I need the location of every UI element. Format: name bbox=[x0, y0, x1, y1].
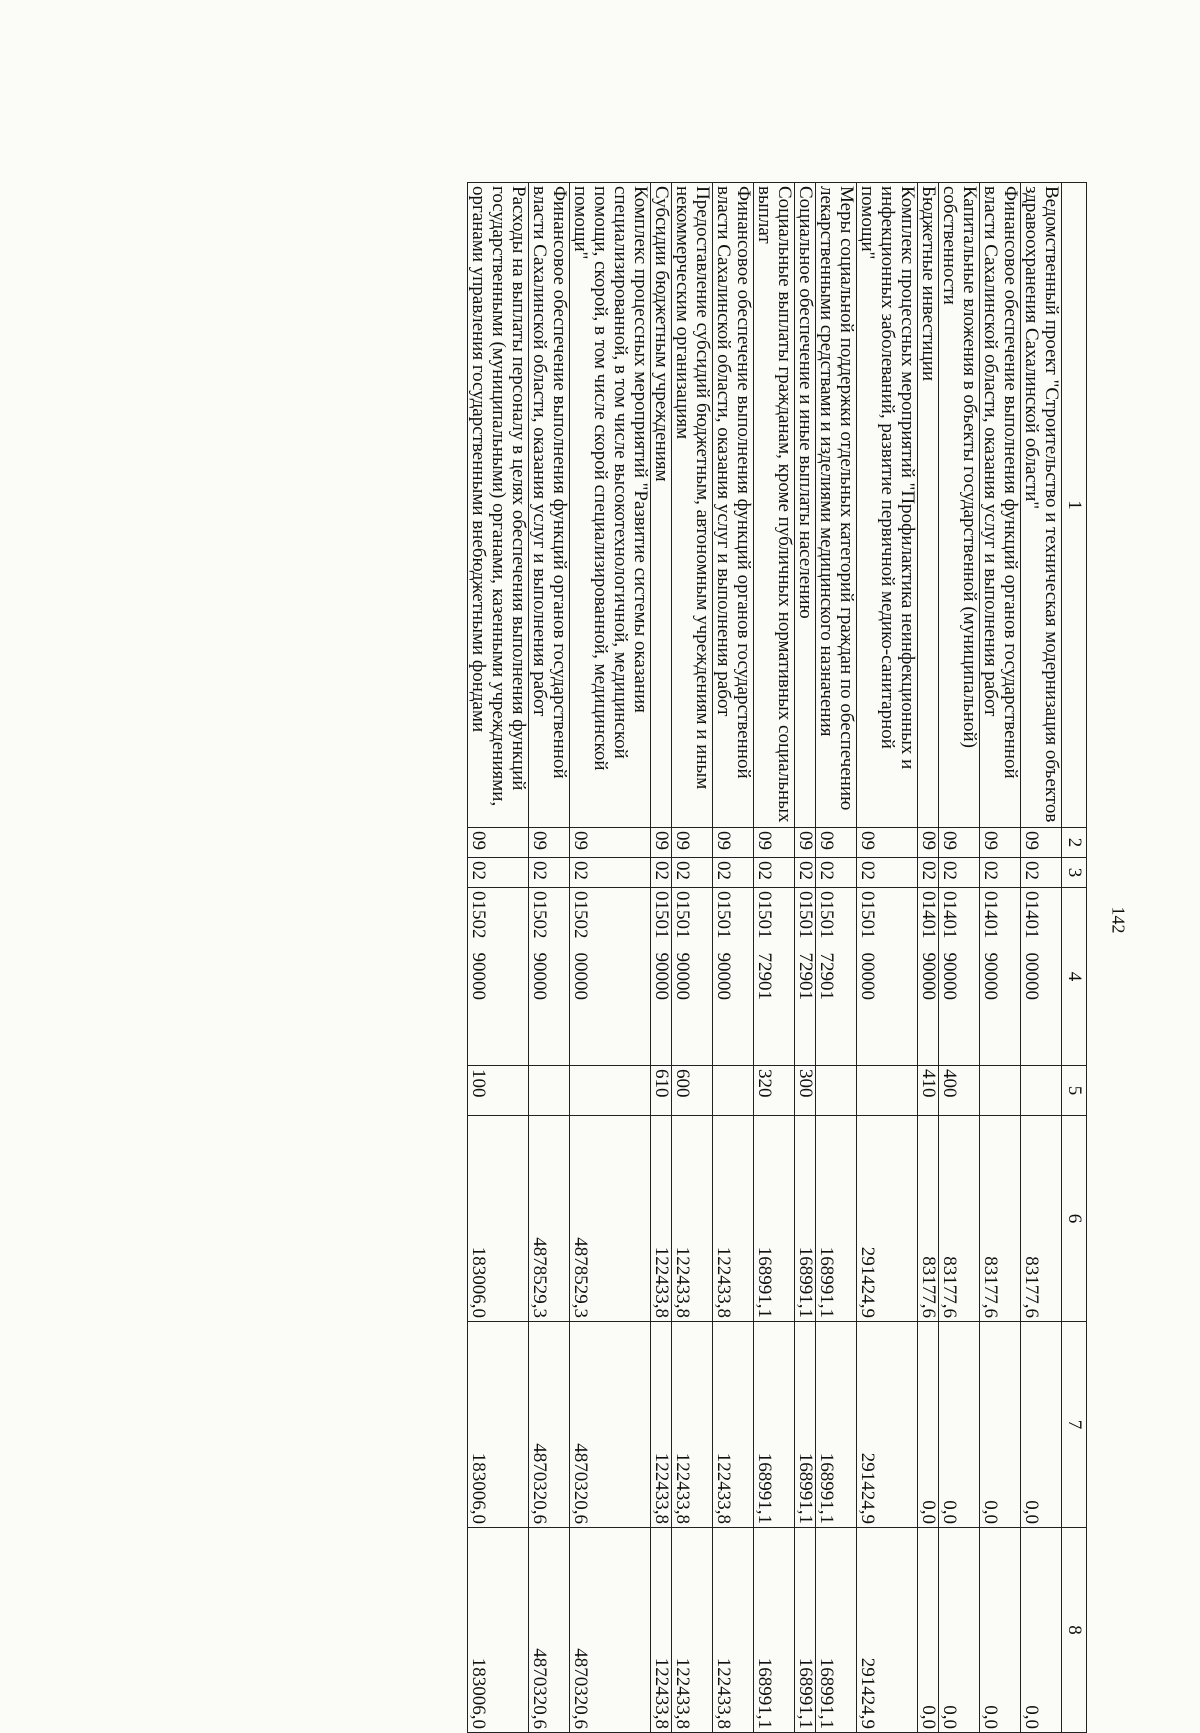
cell-amount-col8: 4870320,6 bbox=[570, 1528, 651, 1733]
cell-amount-col7: 168991,1 bbox=[816, 1322, 857, 1528]
column-header: 1 bbox=[1062, 183, 1087, 828]
column-header: 6 bbox=[1062, 1116, 1087, 1322]
cell-target-article bbox=[713, 888, 754, 1066]
cell-amount-col8: 0,0 bbox=[939, 1528, 980, 1733]
cell-amount-col8: 183006,0 bbox=[468, 1528, 529, 1733]
cell-amount-col7: 122433,8 bbox=[651, 1322, 672, 1528]
cell-section: 02 bbox=[529, 858, 570, 888]
cell-target-article bbox=[980, 888, 1021, 1066]
row-name: Меры социальной поддержки отдельных категорий граждан по обеспечению лекарственными средствами и изделиями медицинского назначения bbox=[816, 183, 857, 828]
table-row bbox=[754, 183, 795, 1733]
cell-section: 02 bbox=[754, 858, 795, 888]
cell-section: 02 bbox=[980, 858, 1021, 888]
budget-table-sheet bbox=[47, 182, 1087, 1732]
cell-target-article bbox=[795, 888, 816, 1066]
cell-amount-col6: 83177,6 bbox=[1021, 1116, 1062, 1322]
header-row bbox=[1062, 183, 1087, 1733]
cell-section: 02 bbox=[795, 858, 816, 888]
row-name: Социальные выплаты гражданам, кроме публичных нормативных социальных выплат bbox=[754, 183, 795, 828]
table-row bbox=[1021, 183, 1062, 1733]
cell-target-article bbox=[529, 888, 570, 1066]
cell-amount-col6: 4878529,3 bbox=[570, 1116, 651, 1322]
cell-expense-type: 600 bbox=[672, 1066, 713, 1116]
row-name: Финансовое обеспечение выполнения функций органов государственной власти Сахалинской области, оказания услуг и выполнения работ bbox=[529, 183, 570, 828]
cell-expense-type: 320 bbox=[754, 1066, 795, 1116]
cell-amount-col6: 122433,8 bbox=[713, 1116, 754, 1322]
table-row bbox=[795, 183, 816, 1733]
table-row bbox=[468, 183, 529, 1733]
column-header: 8 bbox=[1062, 1528, 1087, 1733]
cell-amount-col8: 122433,8 bbox=[713, 1528, 754, 1733]
row-name: Предоставление субсидий бюджетным, автономным учреждениям и иным некоммерческим организациям bbox=[672, 183, 713, 828]
target-article-part1: 01501 bbox=[672, 891, 693, 939]
cell-ministry: 09 bbox=[468, 828, 529, 858]
cell-amount-col7: 122433,8 bbox=[672, 1322, 713, 1528]
target-article-part1: 01501 bbox=[651, 891, 672, 939]
cell-amount-col6: 168991,1 bbox=[795, 1116, 816, 1322]
cell-expense-type: 410 bbox=[918, 1066, 939, 1116]
cell-amount-col6: 4878529,3 bbox=[529, 1116, 570, 1322]
cell-amount-col7: 0,0 bbox=[939, 1322, 980, 1528]
cell-amount-col7: 4870320,6 bbox=[570, 1322, 651, 1528]
table-row bbox=[939, 183, 980, 1733]
cell-amount-col8: 291424,9 bbox=[857, 1528, 918, 1733]
cell-section: 02 bbox=[651, 858, 672, 888]
cell-expense-type bbox=[529, 1066, 570, 1116]
row-name: Ведомственный проект "Строительство и техническая модернизация объектов здравоохранения Сахалинской области" bbox=[1021, 183, 1062, 828]
table-row bbox=[713, 183, 754, 1733]
cell-expense-type bbox=[816, 1066, 857, 1116]
cell-amount-col7: 0,0 bbox=[918, 1322, 939, 1528]
row-name: Комплекс процессных мероприятий "Профилактика неинфекционных и инфекционных заболеваний, развитие первичной медико-санитарной помощи" bbox=[857, 183, 918, 828]
cell-section: 02 bbox=[816, 858, 857, 888]
table-row bbox=[672, 183, 713, 1733]
cell-amount-col7: 4870320,6 bbox=[529, 1322, 570, 1528]
cell-section: 02 bbox=[939, 858, 980, 888]
cell-amount-col8: 122433,8 bbox=[672, 1528, 713, 1733]
cell-expense-type: 610 bbox=[651, 1066, 672, 1116]
cell-section: 02 bbox=[570, 858, 651, 888]
column-header: 7 bbox=[1062, 1322, 1087, 1528]
cell-target-article bbox=[857, 888, 918, 1066]
target-article-part2: 90000 bbox=[918, 952, 939, 1000]
cell-section: 02 bbox=[713, 858, 754, 888]
cell-target-article bbox=[651, 888, 672, 1066]
column-header: 3 bbox=[1062, 858, 1087, 888]
cell-amount-col6: 122433,8 bbox=[651, 1116, 672, 1322]
cell-ministry: 09 bbox=[570, 828, 651, 858]
cell-section: 02 bbox=[468, 858, 529, 888]
column-header: 5 bbox=[1062, 1066, 1087, 1116]
cell-amount-col6: 83177,6 bbox=[939, 1116, 980, 1322]
cell-ministry: 09 bbox=[939, 828, 980, 858]
row-name: Социальное обеспечение и иные выплаты населению bbox=[795, 183, 816, 828]
row-name: Комплекс процессных мероприятий "Развитие системы оказания специализированной, в том числе высокотехнологичной, медицинской помощи, скорой, в том числе скорой специализированной, медицинской помощи" bbox=[570, 183, 651, 828]
target-article-part1: 01401 bbox=[939, 891, 960, 939]
cell-amount-col8: 0,0 bbox=[980, 1528, 1021, 1733]
table-row bbox=[816, 183, 857, 1733]
column-header: 2 bbox=[1062, 828, 1087, 858]
target-article-part1: 01502 bbox=[468, 891, 489, 939]
cell-expense-type bbox=[857, 1066, 918, 1116]
table-row bbox=[918, 183, 939, 1733]
cell-expense-type bbox=[713, 1066, 754, 1116]
cell-section: 02 bbox=[918, 858, 939, 888]
target-article-part1: 01501 bbox=[795, 891, 816, 939]
cell-amount-col7: 291424,9 bbox=[857, 1322, 918, 1528]
target-article-part1: 01501 bbox=[857, 891, 878, 939]
target-article-part2: 90000 bbox=[713, 952, 734, 1000]
cell-amount-col8: 168991,1 bbox=[754, 1528, 795, 1733]
cell-ministry: 09 bbox=[816, 828, 857, 858]
target-article-part1: 01401 bbox=[1021, 891, 1042, 939]
cell-amount-col6: 83177,6 bbox=[918, 1116, 939, 1322]
target-article-part2: 00000 bbox=[570, 952, 591, 1000]
budget-table bbox=[467, 182, 1087, 1733]
target-article-part1: 01502 bbox=[529, 891, 550, 939]
row-name: Финансовое обеспечение выполнения функций органов государственной власти Сахалинской области, оказания услуг и выполнения работ bbox=[713, 183, 754, 828]
cell-expense-type bbox=[1021, 1066, 1062, 1116]
cell-amount-col7: 168991,1 bbox=[754, 1322, 795, 1528]
target-article-part1: 01501 bbox=[816, 891, 837, 939]
cell-ministry: 09 bbox=[980, 828, 1021, 858]
cell-amount-col7: 183006,0 bbox=[468, 1322, 529, 1528]
cell-ministry: 09 bbox=[795, 828, 816, 858]
cell-expense-type bbox=[570, 1066, 651, 1116]
target-article-part2: 72901 bbox=[816, 952, 837, 1000]
target-article-part1: 01501 bbox=[754, 891, 775, 939]
cell-amount-col8: 4870320,6 bbox=[529, 1528, 570, 1733]
cell-amount-col8: 122433,8 bbox=[651, 1528, 672, 1733]
cell-target-article bbox=[468, 888, 529, 1066]
row-name: Финансовое обеспечение выполнения функций органов государственной власти Сахалинской области, оказания услуг и выполнения работ bbox=[980, 183, 1021, 828]
column-header: 4 bbox=[1062, 888, 1087, 1066]
cell-ministry: 09 bbox=[672, 828, 713, 858]
cell-amount-col8: 168991,1 bbox=[816, 1528, 857, 1733]
cell-ministry: 09 bbox=[918, 828, 939, 858]
target-article-part2: 00000 bbox=[1021, 952, 1042, 1000]
target-article-part1: 01501 bbox=[713, 891, 734, 939]
row-name: Расходы на выплаты персоналу в целях обеспечения выполнения функций государственными (муниципальными) органами, казенными учреждениями, органами управления государственными внебюджетными фондами bbox=[468, 183, 529, 828]
table-row bbox=[651, 183, 672, 1733]
page-number: 142 bbox=[1108, 906, 1129, 934]
target-article-part2: 90000 bbox=[468, 952, 489, 1000]
cell-target-article bbox=[754, 888, 795, 1066]
cell-amount-col6: 122433,8 bbox=[672, 1116, 713, 1322]
cell-target-article bbox=[570, 888, 651, 1066]
cell-amount-col7: 122433,8 bbox=[713, 1322, 754, 1528]
target-article-part1: 01502 bbox=[570, 891, 591, 939]
target-article-part2: 00000 bbox=[857, 952, 878, 1000]
target-article-part2: 90000 bbox=[939, 952, 960, 1000]
cell-ministry: 09 bbox=[754, 828, 795, 858]
cell-ministry: 09 bbox=[651, 828, 672, 858]
cell-ministry: 09 bbox=[713, 828, 754, 858]
cell-amount-col7: 0,0 bbox=[980, 1322, 1021, 1528]
cell-expense-type: 400 bbox=[939, 1066, 980, 1116]
cell-target-article bbox=[939, 888, 980, 1066]
cell-target-article bbox=[816, 888, 857, 1066]
target-article-part2: 90000 bbox=[672, 952, 693, 1000]
row-name: Субсидии бюджетным учреждениям bbox=[651, 183, 672, 828]
cell-expense-type bbox=[980, 1066, 1021, 1116]
cell-target-article bbox=[1021, 888, 1062, 1066]
cell-section: 02 bbox=[1021, 858, 1062, 888]
cell-amount-col7: 0,0 bbox=[1021, 1322, 1062, 1528]
cell-target-article bbox=[672, 888, 713, 1066]
cell-ministry: 09 bbox=[857, 828, 918, 858]
target-article-part2: 90000 bbox=[651, 952, 672, 1000]
target-article-part2: 72901 bbox=[754, 952, 775, 1000]
table-row bbox=[570, 183, 651, 1733]
cell-expense-type: 100 bbox=[468, 1066, 529, 1116]
target-article-part1: 01401 bbox=[918, 891, 939, 939]
cell-amount-col8: 0,0 bbox=[918, 1528, 939, 1733]
cell-section: 02 bbox=[857, 858, 918, 888]
cell-amount-col8: 168991,1 bbox=[795, 1528, 816, 1733]
cell-amount-col7: 168991,1 bbox=[795, 1322, 816, 1528]
cell-ministry: 09 bbox=[1021, 828, 1062, 858]
cell-amount-col6: 168991,1 bbox=[754, 1116, 795, 1322]
target-article-part1: 01401 bbox=[980, 891, 1001, 939]
cell-amount-col6: 183006,0 bbox=[468, 1116, 529, 1322]
cell-expense-type: 300 bbox=[795, 1066, 816, 1116]
cell-amount-col6: 83177,6 bbox=[980, 1116, 1021, 1322]
table-body bbox=[468, 183, 1062, 1733]
table-row bbox=[857, 183, 918, 1733]
cell-ministry: 09 bbox=[529, 828, 570, 858]
table-row bbox=[529, 183, 570, 1733]
cell-target-article bbox=[918, 888, 939, 1066]
target-article-part2: 72901 bbox=[795, 952, 816, 1000]
row-name: Капитальные вложения в объекты государственной (муниципальной) собственности bbox=[939, 183, 980, 828]
cell-amount-col6: 291424,9 bbox=[857, 1116, 918, 1322]
table-row bbox=[980, 183, 1021, 1733]
cell-section: 02 bbox=[672, 858, 713, 888]
row-name: Бюджетные инвестиции bbox=[918, 183, 939, 828]
target-article-part2: 90000 bbox=[529, 952, 550, 1000]
target-article-part2: 90000 bbox=[980, 952, 1001, 1000]
cell-amount-col6: 168991,1 bbox=[816, 1116, 857, 1322]
cell-amount-col8: 0,0 bbox=[1021, 1528, 1062, 1733]
